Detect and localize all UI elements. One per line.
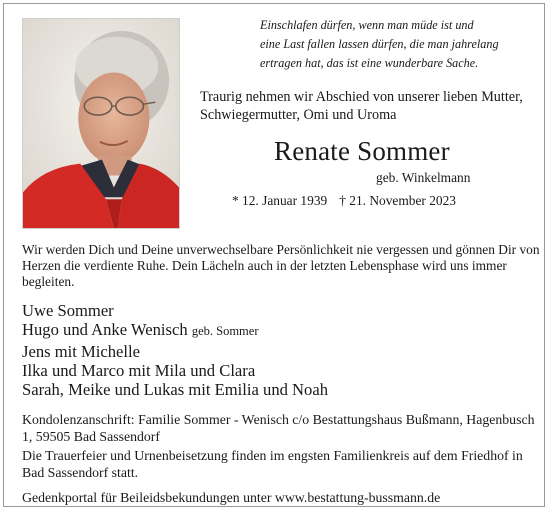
family-member-note: geb. Sommer	[191, 324, 259, 339]
memorial-portal: Gedenkportal für Beileidsbekundungen unter www.bestattung-bussmann.de	[22, 490, 441, 505]
quote-text: Einschlafen dürfen, wenn man müde ist und eine Last fallen lassen dürfen, die man jahrelang ertragen hat, das ist eine wunderbare Sache.	[260, 18, 499, 70]
deceased-name: Renate Sommer	[274, 136, 450, 166]
family-list	[22, 301, 542, 399]
intro-text: Traurig nehmen wir Abschied von unserer lieben Mutter, Schwiegermutter, Omi und Uroma	[200, 89, 523, 123]
family-member: Jens mit Michelle	[22, 341, 140, 361]
birth-date: * 12. Januar 1939	[232, 193, 328, 208]
family-member: Sarah, Meike und Lukas mit Emilia und Noah	[22, 380, 329, 400]
life-dates	[232, 193, 456, 209]
maiden-name: geb. Winkelmann	[376, 170, 471, 185]
portrait-image	[23, 19, 179, 228]
family-member: Uwe Sommer	[22, 301, 114, 320]
family-member: Ilka und Marco mit Mila und Clara	[22, 360, 256, 380]
death-date: † 21. November 2023	[339, 193, 456, 208]
obituary-card	[3, 3, 545, 507]
memorial-message: Wir werden Dich und Deine unverwechselbare Persönlichkeit nie vergessen und gönnen Dir von Herzen die verdiente Ruhe. Dein Lächeln auch in der letzten Lebensphase wird uns immer begleiten.	[22, 242, 540, 290]
portrait-photo	[22, 18, 180, 229]
family-member: Hugo und Anke Wenisch geb. Sommer	[22, 320, 259, 340]
condolence-address: Kondolenzanschrift: Familie Sommer - Wenisch c/o Bestattungshaus Bußmann, Hagenbusch 1, 59505 Bad Sassendorf	[22, 412, 535, 444]
funeral-info: Die Trauerfeier und Urnenbeisetzung finden im engsten Familienkreis auf dem Friedhof in Bad Sassendorf statt.	[22, 448, 523, 480]
